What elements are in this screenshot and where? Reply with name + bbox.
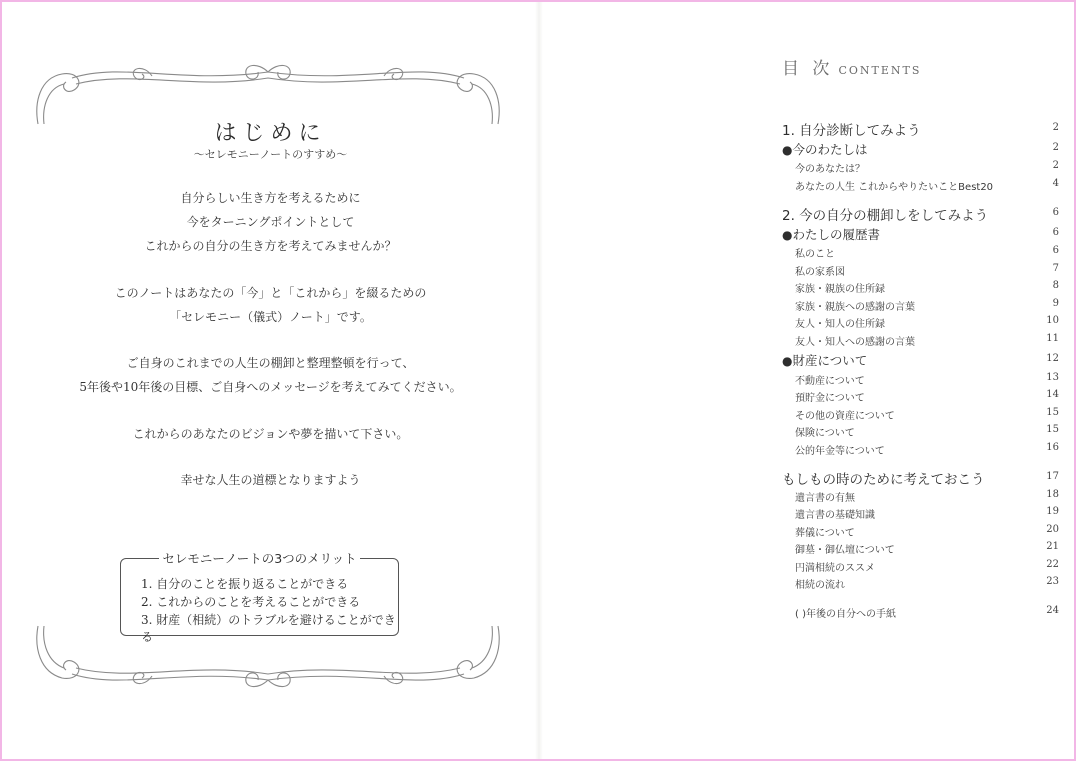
intro-line: 「セレモニー（儀式）ノート」です。 xyxy=(169,310,372,324)
toc-subsection[interactable]: ●今のわたしは 2 xyxy=(782,142,1059,157)
toc-page-number: 22 xyxy=(1046,559,1059,570)
toc-page-number: 15 xyxy=(1046,407,1059,418)
toc-heading-en: CONTENTS xyxy=(838,64,922,77)
toc-page-number: 20 xyxy=(1046,524,1059,535)
merit-item: 3. 財産（相続）のトラブルを避けることができる xyxy=(141,613,396,644)
toc-page-number: 16 xyxy=(1046,442,1059,453)
merit-item: 2. これからのことを考えることができる xyxy=(141,595,361,609)
toc-heading xyxy=(782,54,921,79)
toc-item[interactable]: 今のあなたは？ 2 xyxy=(795,160,1059,175)
toc-page-number: 2 xyxy=(1052,122,1059,133)
toc-item[interactable]: 円満相続のススメ 22 xyxy=(795,559,1059,574)
toc-item[interactable]: 保険について 15 xyxy=(795,424,1059,439)
intro-line: これからの自分の生き方を考えてみませんか？ xyxy=(144,239,397,253)
intro-line: このノートはあなたの「今」と「これから」を綴るための xyxy=(114,286,427,300)
intro-line: これからのあなたのビジョンや夢を描いて下さい。 xyxy=(132,427,409,441)
intro-line: 今をターニングポイントとして xyxy=(186,215,355,229)
merits-title: セレモニーノートの3つのメリット xyxy=(159,551,359,566)
toc-item[interactable]: 相続の流れ 23 xyxy=(795,576,1059,591)
toc-item[interactable]: 友人・知人への感謝の言葉 11 xyxy=(795,333,1059,348)
toc-item[interactable]: 私のこと 6 xyxy=(795,245,1059,260)
bullet-icon: ● xyxy=(782,228,793,242)
toc-item[interactable]: その他の資産について 15 xyxy=(795,407,1059,422)
toc-page-number: 24 xyxy=(1046,605,1059,616)
toc-item[interactable]: 友人・知人の住所録 10 xyxy=(795,315,1059,330)
toc-page-number: 6 xyxy=(1052,245,1059,256)
toc-page-number: 21 xyxy=(1046,541,1059,552)
right-page xyxy=(539,2,1074,759)
toc-item[interactable]: あなたの人生 これからやりたいことBest20 4 xyxy=(795,178,1059,193)
toc-page-number: 17 xyxy=(1046,471,1059,482)
toc-page-number: 9 xyxy=(1052,298,1059,309)
bullet-icon: ● xyxy=(782,143,793,157)
toc-item[interactable]: ( )年後の自分への手紙 24 xyxy=(795,605,1059,620)
toc-item[interactable]: 預貯金について 14 xyxy=(795,389,1059,404)
toc-page-number: 23 xyxy=(1046,576,1059,587)
intro-subtitle: ～セレモニーノートのすすめ～ xyxy=(193,148,348,161)
intro-line: ご自身のこれまでの人生の棚卸と整理整頓を行って、 xyxy=(126,356,415,370)
toc-subsection[interactable]: ●財産について 12 xyxy=(782,353,1059,368)
left-page xyxy=(2,2,539,759)
intro-line: 5年後や10年後の目標、ご自身へのメッセージを考えてみてください。 xyxy=(79,380,462,394)
toc-page-number: 13 xyxy=(1046,372,1059,383)
toc-page-number: 7 xyxy=(1052,263,1059,274)
intro-line: 自分らしい生き方を考えるために xyxy=(180,191,361,205)
toc-page-number: 6 xyxy=(1052,207,1059,218)
intro-line: 幸せな人生の道標となりますよう xyxy=(180,473,361,487)
toc-item[interactable]: 私の家系図 7 xyxy=(795,263,1059,278)
toc-page-number: 2 xyxy=(1052,142,1059,153)
ornament-bottom-icon xyxy=(32,622,504,702)
toc-page-number: 14 xyxy=(1046,389,1059,400)
toc-item[interactable]: 遺言書の基礎知識 19 xyxy=(795,506,1059,521)
bullet-icon: ● xyxy=(782,354,793,368)
toc-page-number: 2 xyxy=(1052,160,1059,171)
toc-page-number: 6 xyxy=(1052,227,1059,238)
toc-item[interactable]: 公的年金等について 16 xyxy=(795,442,1059,457)
toc-subsection[interactable]: ●わたしの履歴書 6 xyxy=(782,227,1059,242)
toc-item[interactable]: 遺言書の有無 18 xyxy=(795,489,1059,504)
toc-item[interactable]: 不動産について 13 xyxy=(795,372,1059,387)
toc-section[interactable]: 1. 自分診断してみよう 2 xyxy=(782,122,1059,139)
toc-page-number: 19 xyxy=(1046,506,1059,517)
merit-item: 1. 自分のことを振り返ることができる xyxy=(141,577,349,591)
toc-item[interactable]: 家族・親族への感謝の言葉 9 xyxy=(795,298,1059,313)
toc-page-number: 15 xyxy=(1046,424,1059,435)
toc-page-number: 4 xyxy=(1052,178,1059,189)
toc-section[interactable]: もしもの時のために考えておこう 17 xyxy=(782,471,1059,488)
toc-section[interactable]: 2. 今の自分の棚卸しをしてみよう 6 xyxy=(782,207,1059,224)
toc-item[interactable]: 葬儀について 20 xyxy=(795,524,1059,539)
intro-title: はじめに xyxy=(214,121,327,146)
toc-page-number: 18 xyxy=(1046,489,1059,500)
toc-page-number: 11 xyxy=(1046,333,1059,344)
toc-item[interactable]: 御墓・御仏壇について 21 xyxy=(795,541,1059,556)
toc-page-number: 8 xyxy=(1052,280,1059,291)
toc-page-number: 12 xyxy=(1046,353,1059,364)
toc-page-number: 10 xyxy=(1046,315,1059,326)
toc-heading-jp: 目 次 xyxy=(782,59,834,79)
toc-item[interactable]: 家族・親族の住所録 8 xyxy=(795,280,1059,295)
